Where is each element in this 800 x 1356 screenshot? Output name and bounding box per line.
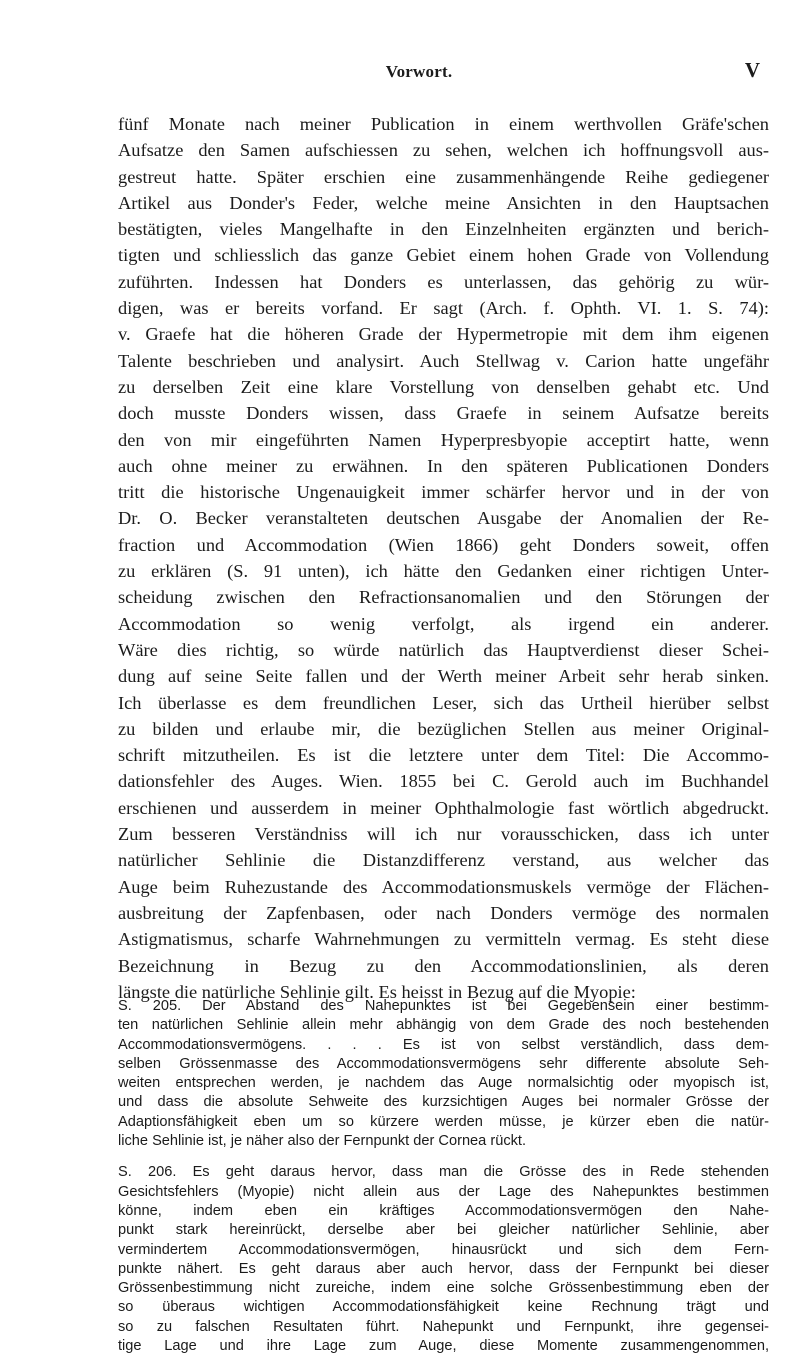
text-line: auch ohne meiner zu erwähnen. In den späteren Publicationen Donders bbox=[118, 455, 769, 476]
note-line: selben Grössenmasse des Accommodationsvermögens sehr differente absolute Seh- bbox=[118, 1055, 769, 1072]
text-line: dung auf seine Seite fallen und der Werth meiner Arbeit sehr herab sinken. bbox=[118, 666, 769, 687]
text-line: schrift mitzutheilen. Es ist die letztere unter dem Titel: Die Accommo- bbox=[118, 745, 769, 766]
paragraph-gap bbox=[118, 1151, 769, 1163]
note-line: liche Sehlinie ist, je näher also der Fernpunkt der Cornea rückt. bbox=[118, 1133, 527, 1150]
text-line: tigten und schliesslich das ganze Gebiet einem hohen Grade von Vollendung bbox=[118, 245, 769, 266]
note-line: S. 205. Der Abstand des Nahepunktes ist bei Gegebensein einer bestimm- bbox=[118, 998, 769, 1014]
text-line: v. Graefe hat die höheren Grade der Hypermetropie mit dem ihm eigenen bbox=[118, 324, 769, 345]
page-number: V bbox=[744, 58, 760, 82]
note-line: so überaus wichtigen Accommodationsfähigkeit keine Rechnung trägt und bbox=[118, 1299, 769, 1316]
text-line: natürlicher Sehlinie die Distanzdifferenz verstand, aus welcher das bbox=[118, 850, 769, 871]
text-line: gestreut hatte. Später erschien eine zusammenhängende Reihe gediegener bbox=[118, 166, 769, 187]
text-line: doch musste Donders wissen, dass Graefe in seinem Aufsatze bereits bbox=[118, 403, 769, 424]
text-line: zu erklären (S. 91 unten), ich hätte den Gedanken einer richtigen Unter- bbox=[118, 561, 769, 582]
text-line: ausbreitung der Zapfenbasen, oder nach Donders vermöge des normalen bbox=[118, 902, 769, 923]
text-line: Artikel aus Donder's Feder, welche meine Ansichten in den Hauptsachen bbox=[118, 192, 769, 213]
quoted-notes bbox=[118, 997, 769, 1356]
note-line: Gesichtsfehlers (Myopie) nicht allein aus der Lage des Nahepunktes bestimmen bbox=[118, 1183, 769, 1200]
note-line: ten natürlichen Sehlinie allein mehr abhängig von dem Grade des noch bestehenden bbox=[118, 1017, 769, 1034]
text-line: fünf Monate nach meiner Publication in einem werthvollen Gräfe'schen bbox=[118, 114, 769, 134]
text-line: zuführten. Indessen hat Donders es unterlassen, das gehörig zu wür- bbox=[118, 271, 769, 292]
text-line: Bezeichnung in Bezug zu den Accommodationslinien, als deren bbox=[118, 955, 769, 976]
note-line: weiten entsprechen werden, je nachdem das Auge normalsichtig oder myopisch ist, bbox=[118, 1075, 769, 1092]
note-line: so zu falschen Resultaten führt. Nahepunkt und Fernpunkt, ihre gegensei- bbox=[118, 1318, 769, 1335]
text-line: längste die natürliche Sehlinie gilt. Es heisst in Bezug auf die Myopie: bbox=[118, 981, 636, 1002]
text-line: scheidung zwischen den Refractionsanomalien und den Störungen der bbox=[118, 587, 769, 608]
page-header bbox=[118, 58, 760, 88]
running-title: Vorwort. bbox=[385, 62, 453, 81]
text-line: fraction und Accommodation (Wien 1866) geht Donders soweit, offen bbox=[118, 534, 769, 555]
text-line: Dr. O. Becker veranstalteten deutschen Ausgabe der Anomalien der Re- bbox=[118, 508, 769, 529]
text-line: zu bilden und erlaube mir, die bezüglichen Stellen aus meiner Original- bbox=[118, 718, 769, 739]
text-line: zu derselben Zeit eine klare Vorstellung von denselben gehabt etc. Und bbox=[118, 376, 769, 397]
text-line: Wäre dies richtig, so würde natürlich das Hauptverdienst dieser Schei- bbox=[118, 639, 769, 660]
text-line: tritt die historische Ungenauigkeit immer schärfer hervor und in der von bbox=[118, 482, 769, 503]
text-line: den von mir eingeführten Namen Hyperpresbyopie acceptirt hatte, wenn bbox=[118, 429, 769, 450]
note-line: Adaptionsfähigkeit eben um so kürzere werden müsse, je kürzer eben die natür- bbox=[118, 1113, 769, 1130]
note-line: könne, indem eben ein kräftiges Accommodationsvermögen den Nahe- bbox=[118, 1202, 769, 1219]
text-line: dationsfehler des Auges. Wien. 1855 bei C. Gerold auch im Buchhandel bbox=[118, 771, 769, 792]
text-line: Accommodation so wenig verfolgt, als irgend ein anderer. bbox=[118, 613, 769, 634]
body-text bbox=[118, 111, 769, 1005]
note-paragraph bbox=[118, 1163, 769, 1356]
note-line: Grössenbestimmung nicht zureiche, indem eine solche Grössenbestimmung eben der bbox=[118, 1280, 769, 1297]
text-line: Aufsatze den Samen aufschiessen zu sehen, welchen ich hoffnungsvoll aus- bbox=[118, 140, 769, 161]
note-line: Accommodationsvermögens. . . . Es ist von selbst verständlich, dass dem- bbox=[118, 1036, 769, 1053]
text-line: erschienen und ausserdem in meiner Ophthalmologie fast wörtlich abgedruckt. bbox=[118, 797, 769, 818]
note-line: S. 206. Es geht daraus hervor, dass man die Grösse des in Rede stehenden bbox=[118, 1164, 769, 1181]
text-line: digen, was er bereits vorfand. Er sagt (Arch. f. Ophth. VI. 1. S. 74): bbox=[118, 298, 769, 319]
note-line: vermindertem Accommodationsvermögen, hinausrückt und sich dem Fern- bbox=[118, 1241, 769, 1258]
text-line: Auge beim Ruhezustande des Accommodationsmuskels vermöge der Flächen- bbox=[118, 876, 769, 897]
text-line: Talente beschrieben und analysirt. Auch Stellwag v. Carion hatte ungefähr bbox=[118, 350, 769, 371]
note-line: tige Lage und ihre Lage zum Auge, diese Momente zusammengenommen, bbox=[118, 1338, 769, 1355]
text-line: Astigmatismus, scharfe Wahrnehmungen zu vermitteln vermag. Es steht diese bbox=[118, 929, 769, 950]
note-paragraph bbox=[118, 997, 769, 1151]
note-line: punkte nähert. Es geht daraus aber auch hervor, dass der Fernpunkt bei dieser bbox=[118, 1260, 769, 1277]
text-line: bestätigten, vieles Mangelhafte in den Einzelnheiten ergänzten und berich- bbox=[118, 219, 769, 240]
text-line: Ich überlasse es dem freundlichen Leser, sich das Urtheil hierüber selbst bbox=[118, 692, 769, 713]
note-line: und dass die absolute Sehweite des kurzsichtigen Auges bei normaler Grösse der bbox=[118, 1094, 769, 1111]
note-line: punkt stark hereinrückt, derselbe aber bei gleicher natürlicher Sehlinie, aber bbox=[118, 1222, 769, 1239]
text-line: Zum besseren Verständniss will ich nur vorausschicken, dass ich unter bbox=[118, 824, 769, 845]
